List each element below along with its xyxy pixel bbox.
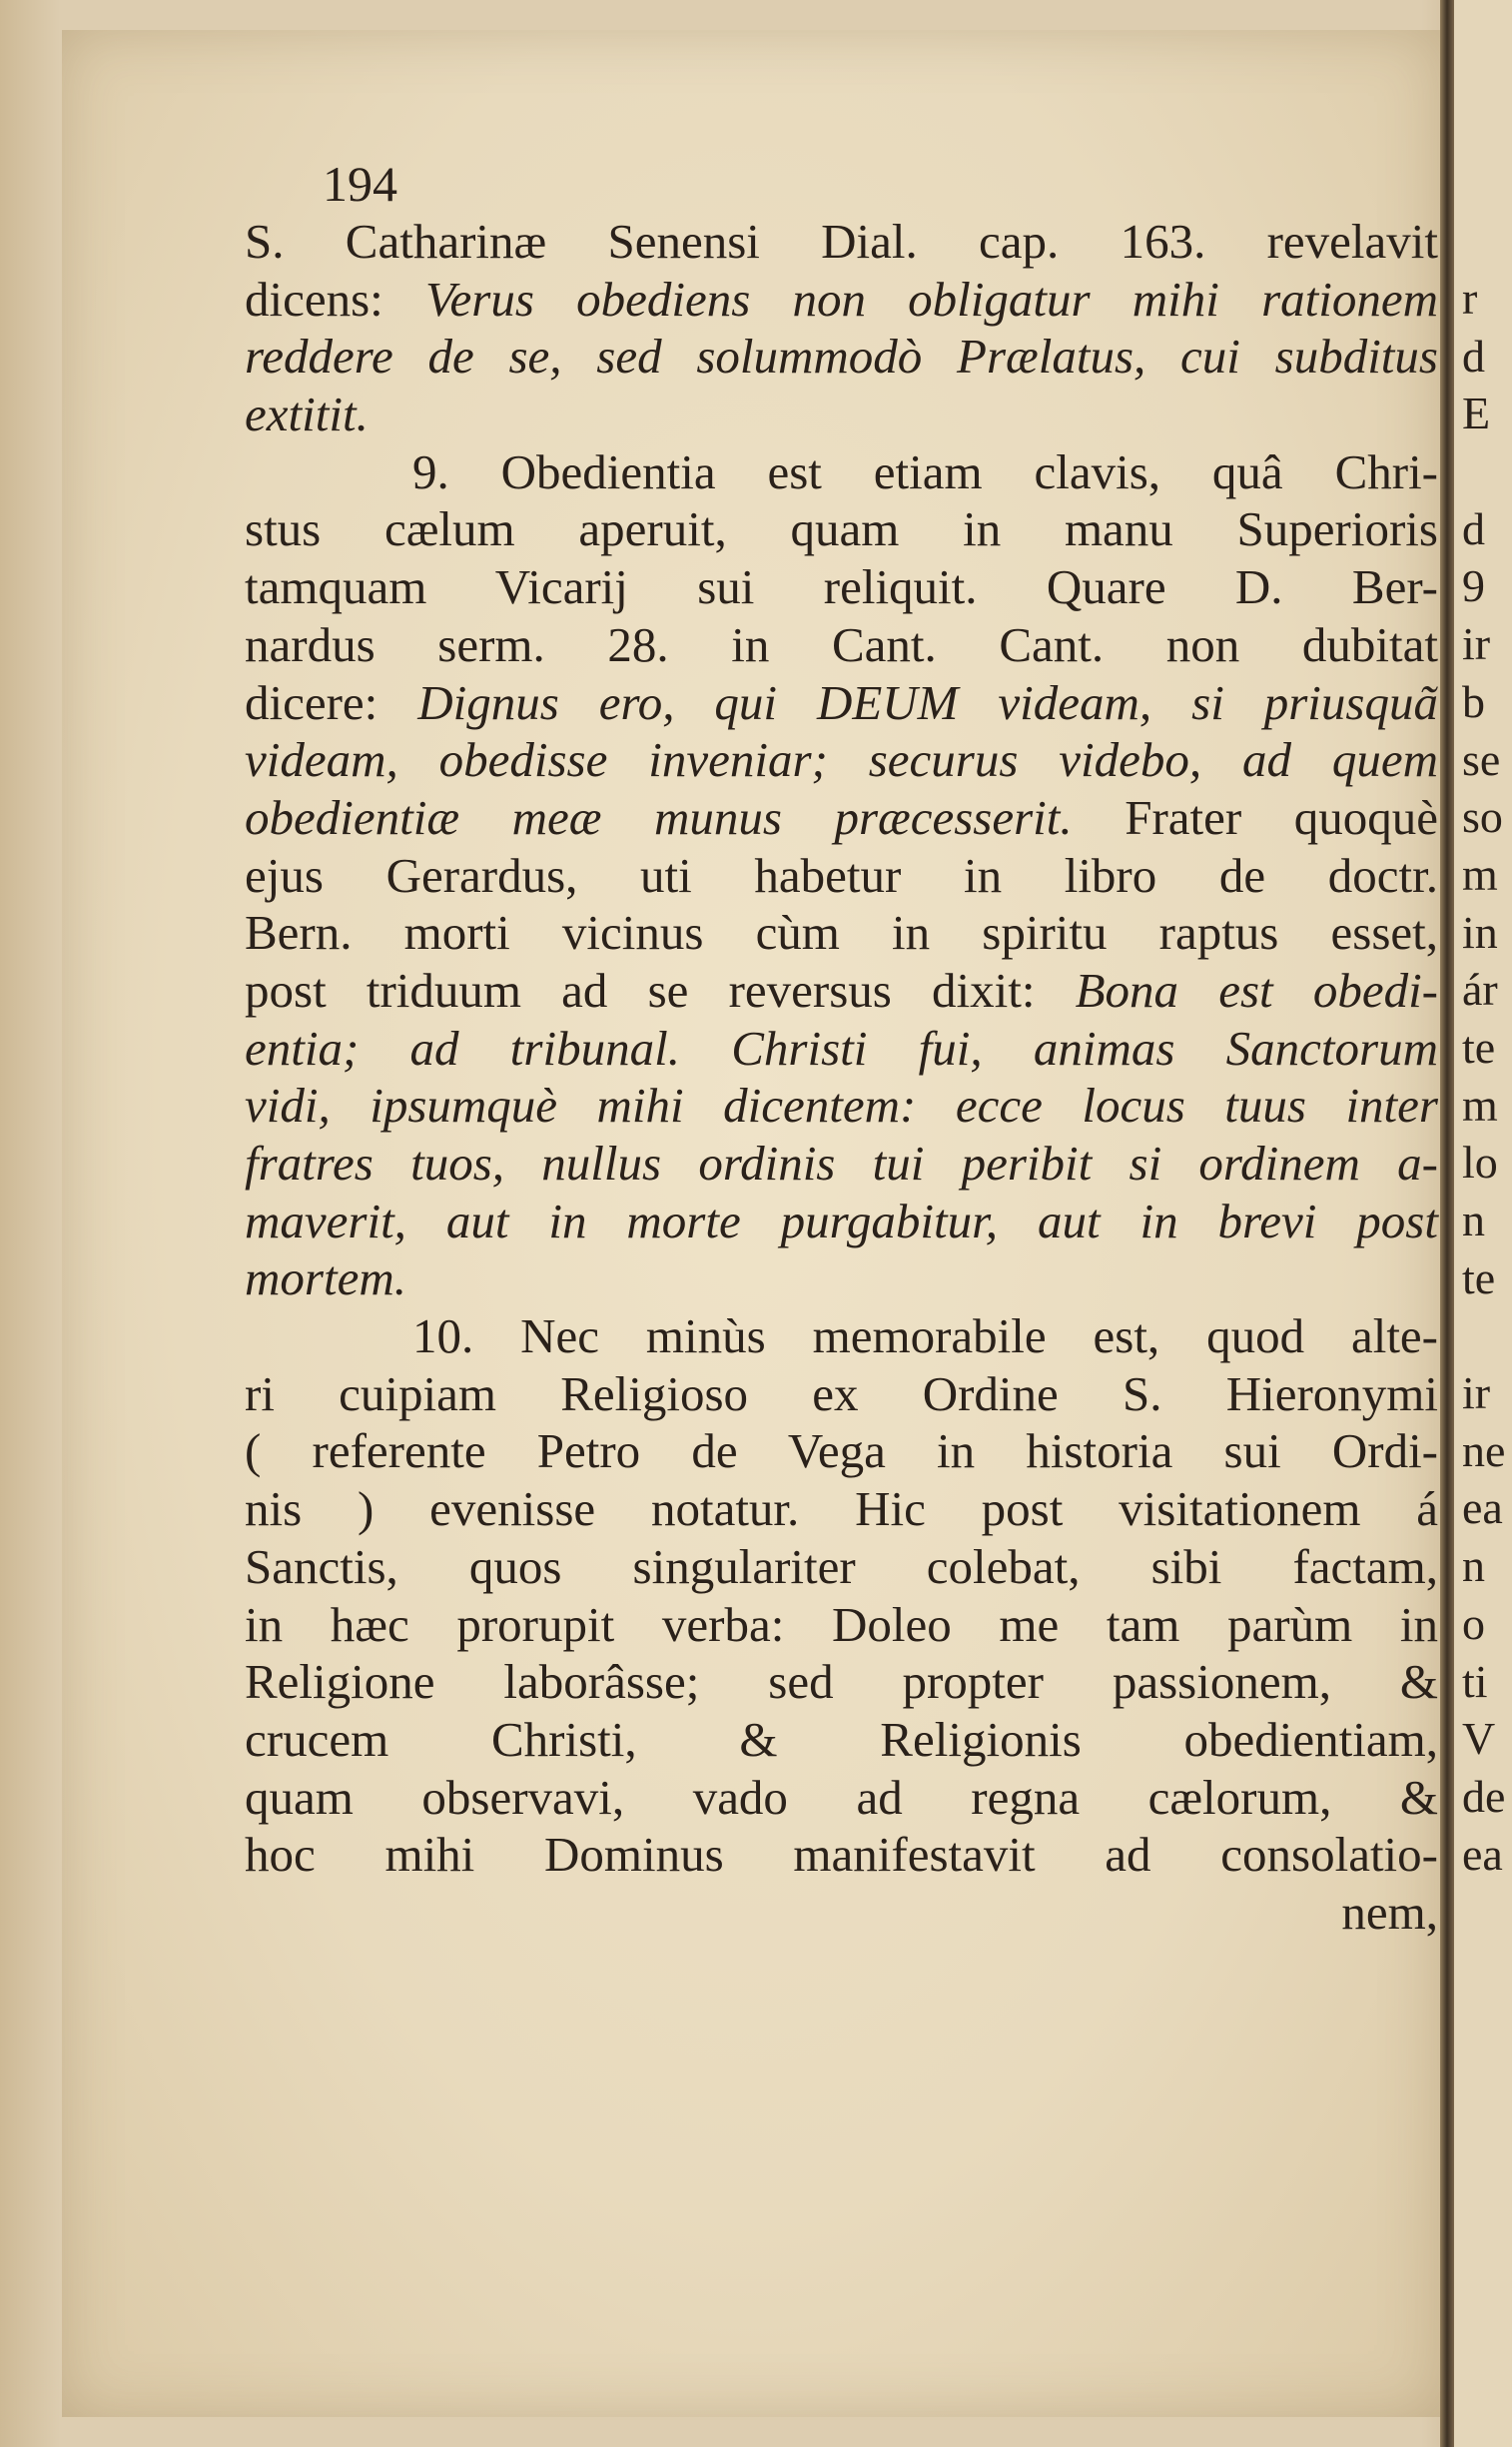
facing-page-fragment: ir bbox=[1462, 1367, 1491, 1419]
facing-page-fragment: n bbox=[1462, 1195, 1485, 1245]
text-line: extitit. bbox=[245, 387, 369, 442]
facing-page-fragment: 9 bbox=[1462, 560, 1485, 612]
facing-page-fragment: ár bbox=[1462, 964, 1498, 1016]
text-line: Religione laborâsse; sed propter passionem, & bbox=[245, 1654, 1438, 1710]
roman-run: post triduum ad se reversus dixit: bbox=[245, 962, 1076, 1018]
facing-page-fragment: r bbox=[1462, 273, 1478, 324]
text-line bbox=[245, 962, 1438, 1020]
text-line: ri cuipiam Religioso ex Ordine S. Hieronymi bbox=[245, 1365, 1438, 1421]
italic-run: obedientiæ meæ munus præcesserit. bbox=[245, 789, 1073, 845]
facing-page-fragment: te bbox=[1462, 1021, 1496, 1073]
text-line: nardus serm. 28. in Cant. Cant. non dubitat bbox=[245, 616, 1438, 672]
text-line: stus cælum aperuit, quam in manu Superioris bbox=[245, 501, 1438, 557]
text-line: maverit, aut in morte purgabitur, aut in brevi post bbox=[245, 1193, 1438, 1248]
text-line: in hæc prorupit verba: Doleo me tam parùm in bbox=[245, 1596, 1438, 1652]
text-line: hoc mihi Dominus manifestavit ad consolatio- bbox=[245, 1827, 1438, 1883]
text-line: entia; ad tribunal. Christi fui, animas Sanctorum bbox=[245, 1020, 1438, 1076]
text-line: vidi, ipsumquè mihi dicentem: ecce locus tuus inter bbox=[245, 1078, 1438, 1134]
text-line: tamquam Vicarij sui reliquit. Quare D. Ber- bbox=[245, 559, 1438, 615]
facing-page-fragment: ne bbox=[1462, 1424, 1506, 1476]
text-line: nis ) evenisse notatur. Hic post visitationem á bbox=[245, 1481, 1438, 1537]
facing-page-fragment: d bbox=[1462, 330, 1485, 382]
italic-run: Dignus ero, qui DEUM videam, si priusquã bbox=[417, 674, 1438, 730]
text-line: nem, bbox=[1341, 1884, 1438, 1940]
facing-page-fragment: m bbox=[1462, 1079, 1498, 1131]
facing-page-fragment: n bbox=[1462, 1540, 1485, 1592]
text-line: crucem Christi, & Religionis obedientiam, bbox=[245, 1711, 1438, 1767]
text-line: 10. Nec minùs memorabile est, quod alte- bbox=[412, 1308, 1438, 1364]
italic-run: Verus obediens non obligatur mihi rationem bbox=[425, 271, 1438, 327]
text-line: Bern. morti vicinus cùm in spiritu raptus esset, bbox=[245, 905, 1438, 961]
facing-page-fragment: o bbox=[1462, 1597, 1485, 1649]
italic-run: Bona est obedi- bbox=[1075, 962, 1438, 1018]
facing-page-fragment: se bbox=[1462, 733, 1501, 785]
facing-page-fragment: ea bbox=[1462, 1482, 1503, 1534]
facing-page-fragment: in bbox=[1462, 906, 1498, 958]
facing-page-fragment: ir bbox=[1462, 618, 1491, 670]
facing-page-fragment: b bbox=[1462, 675, 1485, 727]
facing-page-fragment bbox=[1454, 442, 1512, 500]
text-line: reddere de se, sed solummodò Prælatus, cui subditus bbox=[245, 329, 1438, 385]
text-line: fratres tuos, nullus ordinis tui peribit si ordinem a- bbox=[245, 1136, 1438, 1191]
text-line: Sanctis, quos singulariter colebat, sibi factam, bbox=[245, 1538, 1438, 1594]
facing-page-fragment: E bbox=[1462, 388, 1491, 439]
text-line: ejus Gerardus, uti habetur in libro de doctr. bbox=[245, 847, 1438, 903]
text-line: ( referente Petro de Vega in historia sui Ordi- bbox=[245, 1423, 1438, 1479]
facing-page-fragment: so bbox=[1462, 791, 1503, 843]
book-gutter bbox=[1440, 0, 1454, 2447]
facing-page-fragment: d bbox=[1462, 502, 1485, 554]
text-line bbox=[245, 789, 1438, 847]
text-line bbox=[245, 271, 1438, 329]
text-lines bbox=[245, 213, 1438, 1942]
roman-run: dicens: bbox=[245, 271, 425, 327]
facing-page-fragment: ea bbox=[1462, 1828, 1503, 1880]
text-line: 9. Obedientia est etiam clavis, quâ Chri- bbox=[412, 443, 1438, 499]
roman-run: Frater quoquè bbox=[1072, 789, 1438, 845]
text-line: S. Catharinæ Senensi Dial. cap. 163. revelavit bbox=[245, 214, 1438, 269]
roman-run: dicere: bbox=[245, 674, 418, 730]
text-line: mortem. bbox=[245, 1250, 406, 1306]
text-line: quam observavi, vado ad regna cælorum, & bbox=[245, 1769, 1438, 1825]
facing-page-fragments bbox=[1454, 270, 1512, 1883]
page-text bbox=[245, 155, 1438, 1942]
facing-page-fragment: lo bbox=[1462, 1137, 1498, 1189]
facing-page-edge bbox=[1454, 0, 1512, 2447]
facing-page-fragment: m bbox=[1462, 848, 1498, 900]
facing-page-fragment: de bbox=[1462, 1770, 1506, 1822]
text-line bbox=[245, 674, 1438, 732]
facing-page-fragment: ti bbox=[1462, 1655, 1488, 1707]
facing-page-fragment: te bbox=[1462, 1251, 1496, 1303]
facing-page-fragment: V bbox=[1462, 1713, 1496, 1765]
facing-page-fragment bbox=[1454, 1306, 1512, 1364]
text-line: videam, obedisse inveniar; securus videbo, ad quem bbox=[245, 732, 1438, 788]
page-number: 194 bbox=[323, 156, 397, 212]
